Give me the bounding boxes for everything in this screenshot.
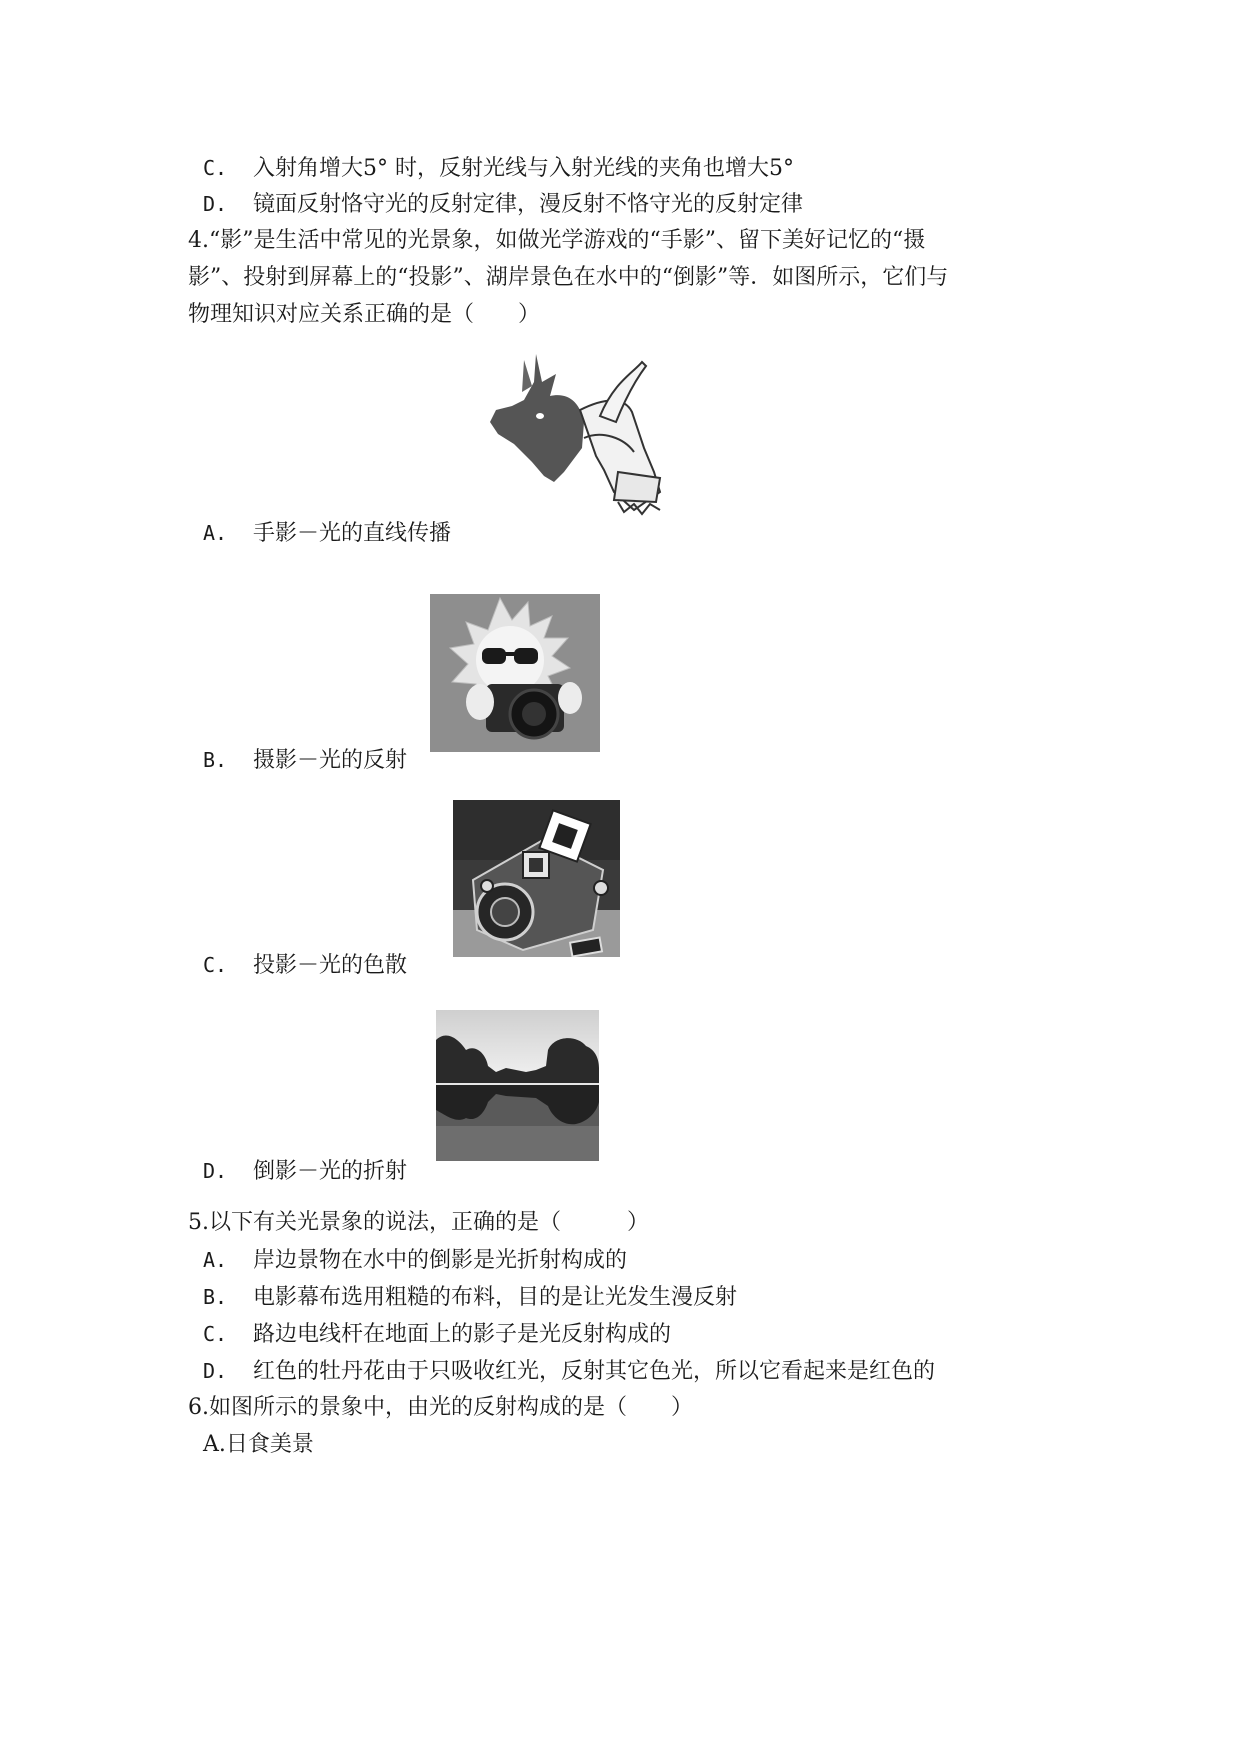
q6-stem: 6.如图所示的景象中，由光的反射构成的是（ ）	[188, 1395, 693, 1420]
q4-option-b	[203, 745, 407, 776]
q4-stem-line1: 4.“影”是生活中常见的光景象，如做光学游戏的“手影”、留下美好记忆的“摄	[188, 228, 926, 253]
option-label: B.	[203, 1285, 228, 1309]
q5-option-c	[203, 1319, 671, 1350]
option-text: 投影－光的色散	[253, 953, 408, 978]
option-text: 手影－光的直线传播	[253, 521, 452, 546]
projector-image	[453, 800, 620, 957]
option-label: D.	[203, 1359, 228, 1383]
q4-option-a	[203, 518, 451, 549]
option-text: 镜面反射恪守光的反射定律，漫反射不恪守光的反射定律	[253, 192, 804, 217]
q5-stem: 5.以下有关光景象的说法，正确的是（ ）	[188, 1210, 649, 1235]
option-label: B.	[203, 748, 228, 772]
q4-option-d	[203, 1156, 407, 1187]
option-label: C.	[203, 156, 228, 180]
option-text: 倒影－光的折射	[253, 1159, 408, 1184]
option-text: 摄影－光的反射	[253, 748, 408, 773]
option-text: 红色的牡丹花由于只吸收红光，反射其它色光，所以它看起来是红色的	[253, 1359, 936, 1384]
option-text: 入射角增大5° 时，反射光线与入射光线的夹角也增大5°	[253, 156, 794, 181]
q3-option-d	[203, 189, 803, 220]
q5-option-d	[203, 1356, 935, 1387]
q4-stem-line3: 物理知识对应关系正确的是（ ）	[188, 302, 541, 327]
option-label: C.	[203, 953, 228, 977]
option-label: D.	[203, 192, 228, 216]
option-label: C.	[203, 1322, 228, 1346]
option-text: 路边电线杆在地面上的影子是光反射构成的	[253, 1322, 672, 1347]
q5-option-b	[203, 1282, 737, 1313]
q5-option-a	[203, 1245, 627, 1276]
sun-camera-image	[430, 594, 600, 752]
q4-option-c	[203, 950, 407, 981]
lake-reflection-image	[436, 1010, 599, 1161]
option-text: 电影幕布选用粗糙的布料，目的是让光发生漫反射	[253, 1285, 738, 1310]
option-text: 岸边景物在水中的倒影是光折射构成的	[253, 1248, 628, 1273]
option-label: D.	[203, 1159, 228, 1183]
q6-option-a: A.日食美景	[203, 1432, 314, 1457]
option-label: A.	[203, 521, 228, 545]
q4-stem-line2: 影”、投射到屏幕上的“投影”、湖岸景色在水中的“倒影”等．如图所示，它们与	[188, 265, 949, 290]
q3-option-c	[203, 153, 794, 184]
option-label: A.	[203, 1248, 228, 1272]
hand-shadow-image	[484, 352, 666, 518]
